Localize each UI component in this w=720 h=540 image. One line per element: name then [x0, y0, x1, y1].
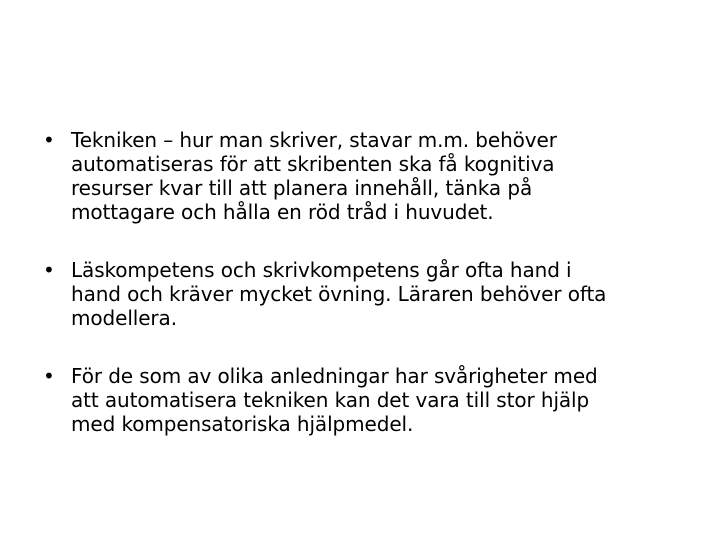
bullet-point-icon: • [43, 258, 55, 282]
bullet-line: Tekniken – hur man skriver, stavar m.m. behöver [71, 128, 557, 152]
bullet-line: modellera. [71, 306, 177, 330]
bullet-item-technique [43, 128, 683, 224]
bullet-point-icon: • [43, 128, 55, 152]
bullet-item-aids [43, 364, 683, 436]
bullet-line: hand och kräver mycket övning. Läraren behöver ofta [71, 282, 607, 306]
bullet-item-competence [43, 258, 683, 330]
bullet-line: mottagare och hålla en röd tråd i huvudet. [71, 200, 494, 224]
bullet-line: resurser kvar till att planera innehåll, tänka på [71, 176, 533, 200]
bullet-list [43, 128, 683, 436]
bullet-line: automatiseras för att skribenten ska få kognitiva [71, 152, 555, 176]
bullet-line: För de som av olika anledningar har svårigheter med [71, 364, 598, 388]
bullet-point-icon: • [43, 364, 55, 388]
bullet-line: med kompensatoriska hjälpmedel. [71, 412, 414, 436]
bullet-line: Läskompetens och skrivkompetens går ofta hand i [71, 258, 572, 282]
bullet-line: att automatisera tekniken kan det vara till stor hjälp [71, 388, 590, 412]
